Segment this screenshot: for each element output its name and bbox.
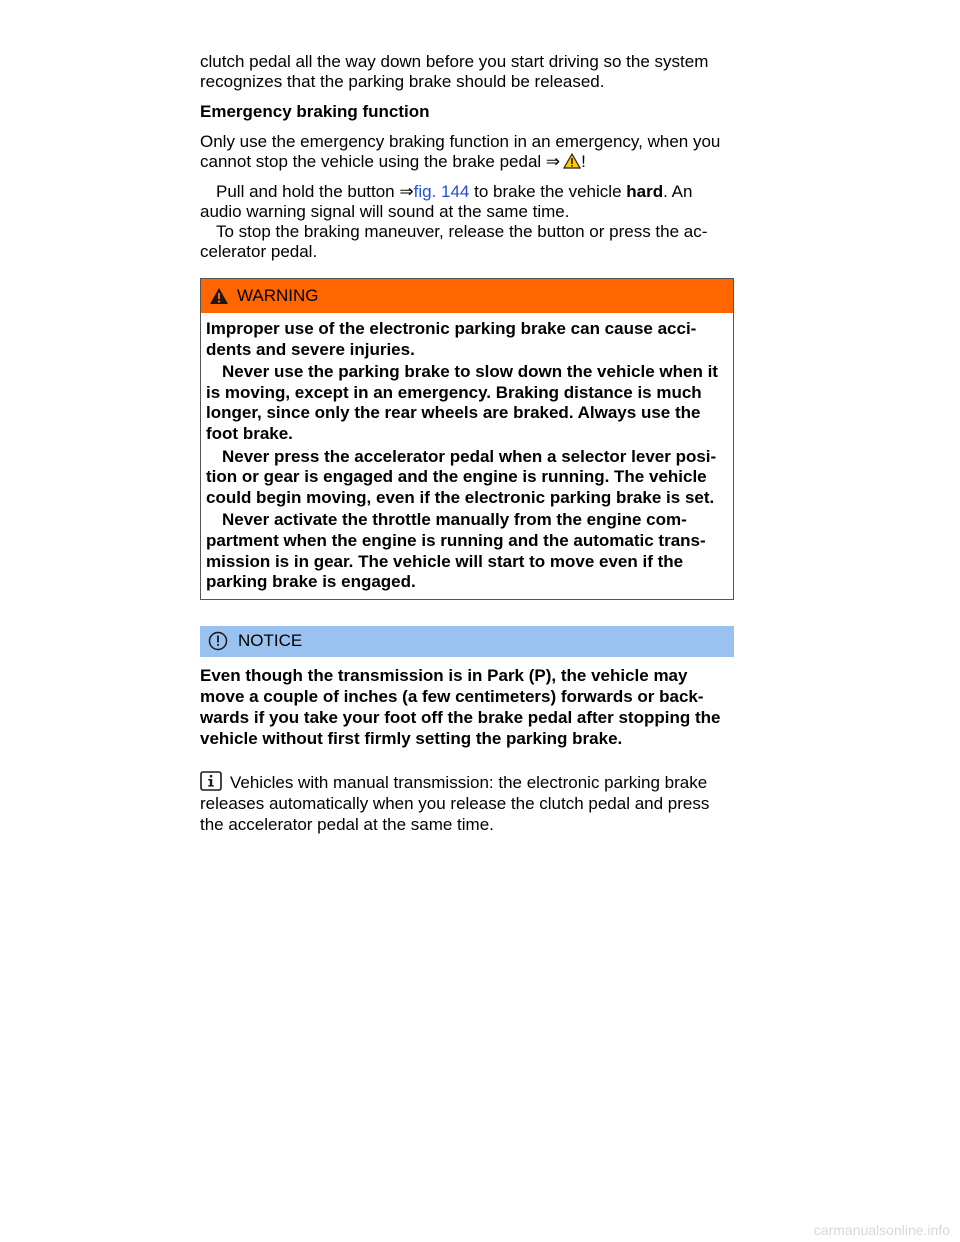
step1-text-mid: to brake the vehicle (469, 182, 627, 201)
fig-144-link[interactable]: fig. 144 (413, 182, 470, 201)
warning-item: Never press the accelerator pedal when a selector lever posi-tion or gear is engaged and the engine is running. The vehicle could begin moving, even if the electronic parking brake is set. (206, 446, 717, 507)
info-note-text: Vehicles with manual transmission: the electronic parking brake releases automatically when you release the clutch pedal and press the accelerator pedal at the same time. (200, 772, 710, 834)
info-note (200, 771, 734, 835)
warning-triangle-icon (209, 287, 229, 305)
emergency-paragraph (200, 132, 734, 172)
warning-header (201, 279, 733, 313)
emergency-step-1 (200, 182, 734, 222)
footer-watermark: carmanualsonline.info (813, 1222, 950, 1238)
notice-label: NOTICE (238, 631, 303, 651)
notice-body: Even though the transmission is in Park (P), the vehicle may move a couple of inches (a few centimeters) forwards or back-wards if you take your foot off the brake pedal after stopping the vehicle without first firmly setting the parking brake. (200, 665, 721, 748)
info-icon (200, 771, 222, 791)
warning-intro: Improper use of the electronic parking brake can cause acci-dents and severe injuries. (206, 319, 697, 359)
notice-header (200, 626, 734, 657)
emergency-heading: Emergency braking function (200, 102, 430, 121)
warning-body (201, 313, 733, 599)
warning-box (200, 278, 734, 600)
step1-bold-hard: hard (626, 182, 664, 201)
warning-label: WARNING (237, 286, 319, 305)
emergency-step-2: To stop the braking maneuver, release the button or press the ac-celerator pedal. (200, 222, 708, 261)
warning-item: Never use the parking brake to slow down the vehicle when it is moving, except in an emergency. Braking distance is much longer, since only the rear wheels are braked. Always use the foot brake. (206, 362, 718, 443)
warning-item: Never activate the throttle manually from the engine com-partment when the engine is running and the automatic trans-mission is in gear. The vehicle will start to move even if the parking brake is engaged. (206, 510, 706, 592)
emergency-paragraph-text: Only use the emergency braking function in an emergency, when you cannot stop the vehicle using the brake pedal ⇒ (200, 132, 721, 171)
manual-page (200, 52, 734, 835)
notice-box (200, 626, 734, 749)
step1-text-pre: Pull and hold the button ⇒ (216, 182, 414, 201)
warning-triangle-icon (563, 153, 581, 169)
step1-text-post: . An audio warning signal will sound at the same time. (200, 182, 693, 221)
notice-exclamation-icon (208, 631, 228, 651)
intro-paragraph: clutch pedal all the way down before you start driving so the system recognizes that the parking brake should be released. (200, 52, 709, 91)
emergency-paragraph-end: ! (581, 152, 586, 171)
